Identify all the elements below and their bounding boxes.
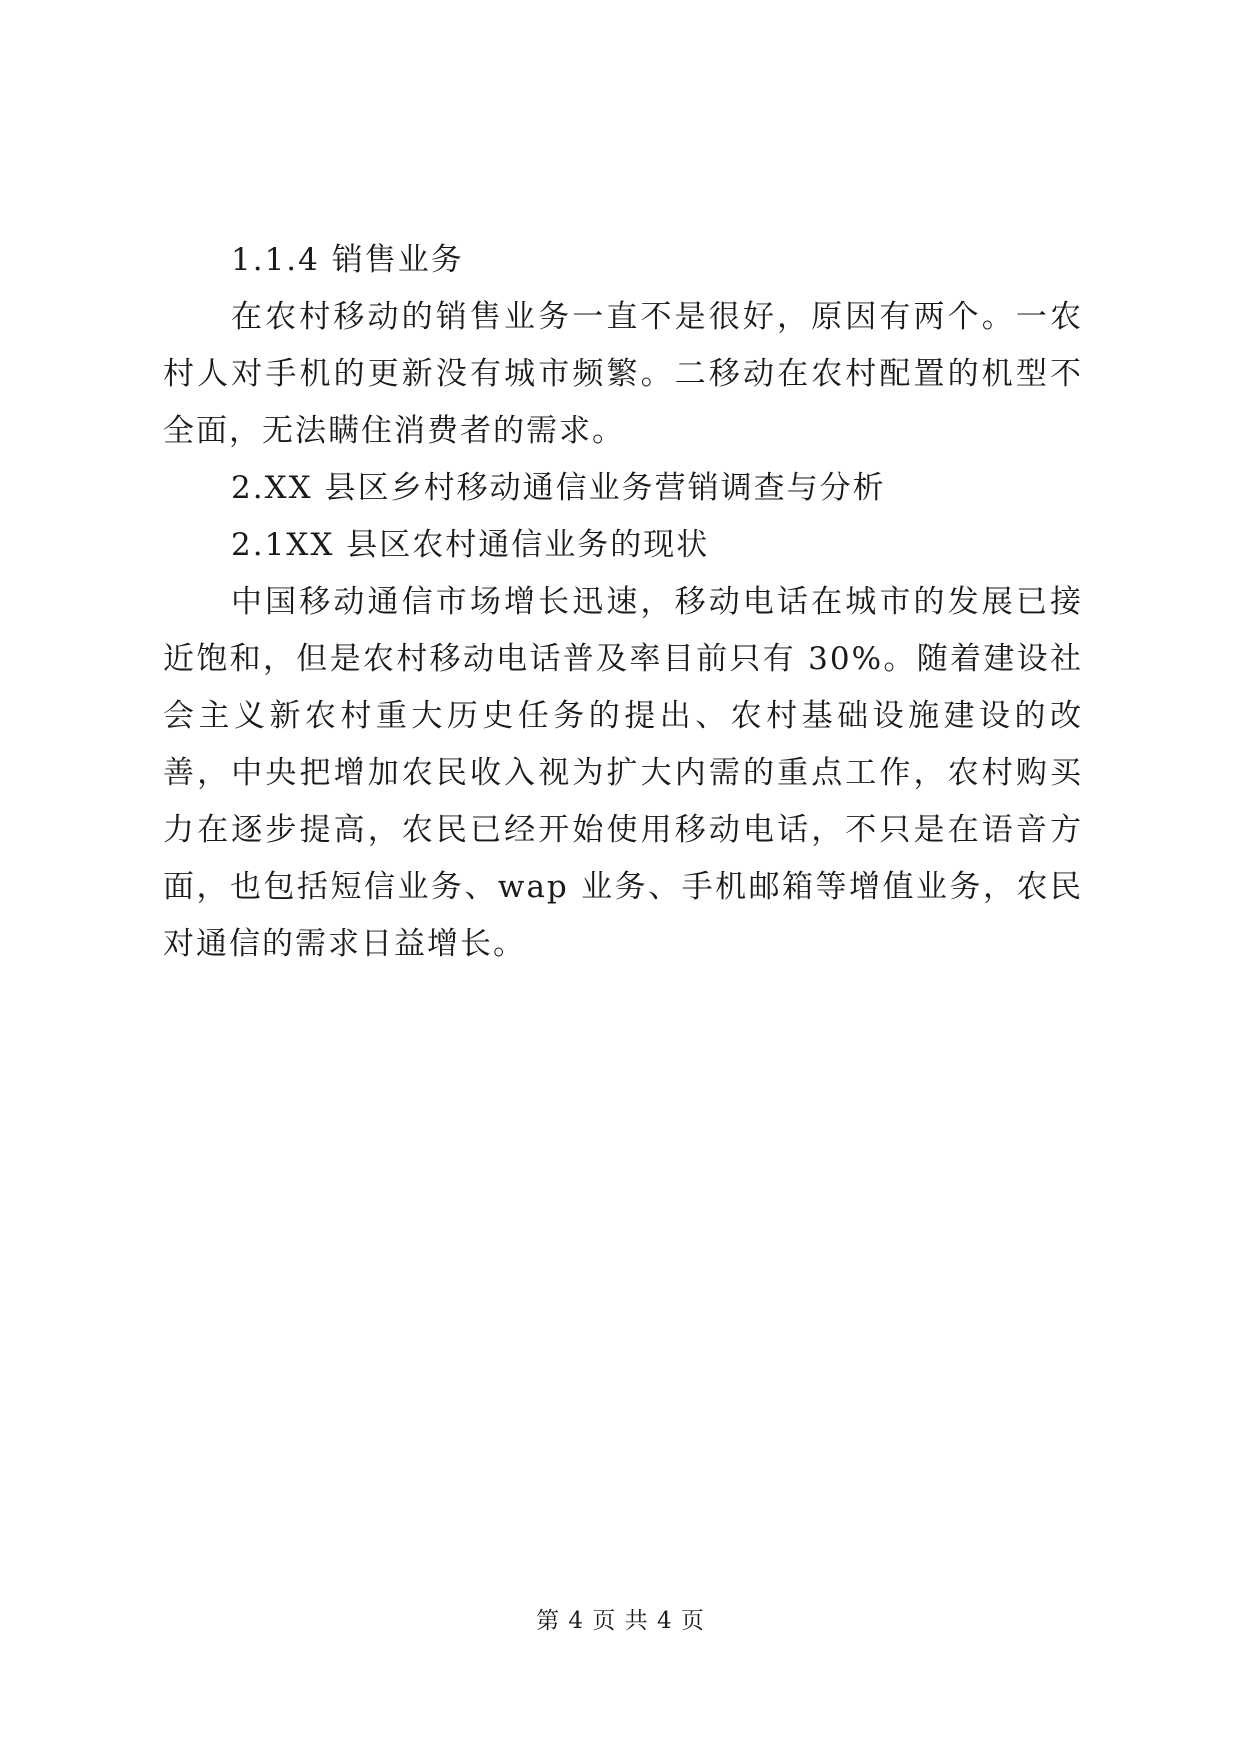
document-body: [163, 232, 1083, 973]
page-footer: 第 4 页 共 4 页: [536, 1608, 705, 1634]
paragraph-status: 中国移动通信市场增长迅速，移动电话在城市的发展已接近饱和，但是农村移动电话普及率目前只有 30%。随着建设社会主义新农村重大历史任务的提出、农村基础设施建设的改善，中央把增加农民收入视为扩大内需的重点工作，农村购买力在逐步提高，农民已经开始使用移动电话，不只是在语音方面，也包括短信业务、wap 业务、手机邮箱等增值业务，农民对通信的需求日益增长。: [163, 584, 1083, 962]
paragraph-sales: 在农村移动的销售业务一直不是很好，原因有两个。一农村人对手机的更新没有城市频繁。二移动在农村配置的机型不全面，无法瞒住消费者的需求。: [163, 299, 1083, 449]
section-heading-1-1-4: 1.1.4 销售业务: [231, 242, 464, 278]
section-heading-2: 2.XX 县区乡村移动通信业务营销调查与分析: [231, 470, 886, 506]
section-heading-2-1: 2.1XX 县区农村通信业务的现状: [231, 527, 710, 563]
